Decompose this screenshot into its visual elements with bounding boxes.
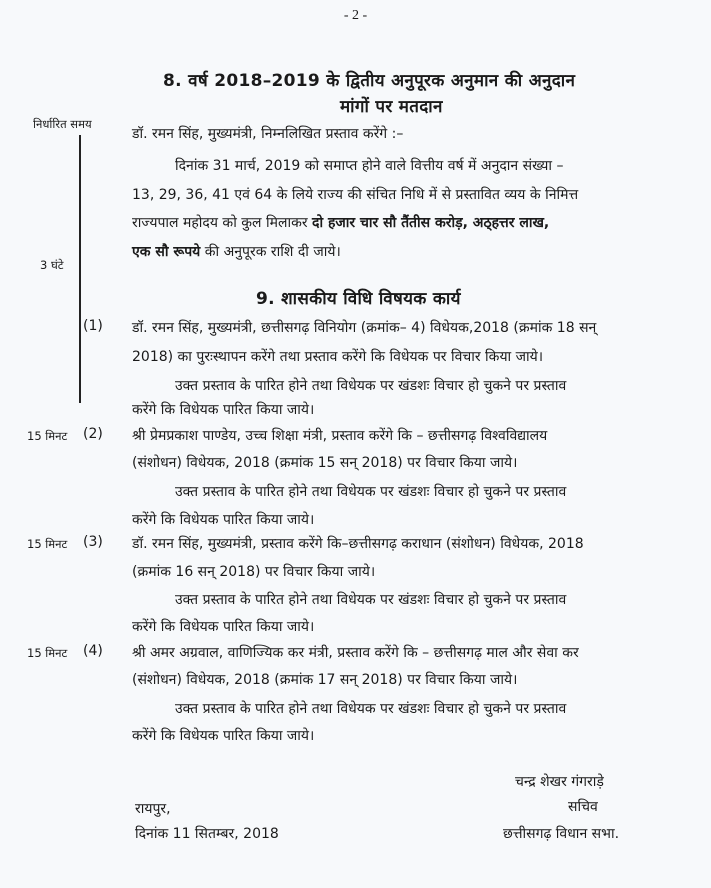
grant-amount-bold: दो हजार चार सौ तैंतीस करोड़, अठ्हत्तर लाख, xyxy=(312,215,550,231)
item-2-number: (2) xyxy=(83,426,103,442)
item-2-line2: (संशोधन) विधेयक, 2018 (क्रमांक 15 सन् 2018) पर विचार किया जाये। xyxy=(132,455,518,471)
place: रायपुर, xyxy=(135,801,171,817)
item-2-time: 15 मिनट xyxy=(27,429,68,443)
grant-amount-bold-cont: एक सौ रूपये xyxy=(132,244,201,260)
section-8-para-line4 xyxy=(132,242,341,261)
item-2-line3: उक्त प्रस्ताव के पारित होने तथा विधेयक पर खंडशः विचार हो चुकने पर प्रस्ताव xyxy=(175,484,567,500)
section-8-intro: डॉ. रमन सिंह, मुख्यमंत्री, निम्नलिखित प्रस्ताव करेंगे :– xyxy=(132,126,404,142)
page-number: - 2 - xyxy=(343,8,368,23)
item-4-line2: (संशोधन) विधेयक, 2018 (क्रमांक 17 सन् 2018) पर विचार किया जाये। xyxy=(132,672,518,688)
signatory-title: सचिव xyxy=(568,799,598,815)
item-4-number: (4) xyxy=(83,643,103,659)
item-1-line3: उक्त प्रस्ताव के पारित होने तथा विधेयक पर खंडशः विचार हो चुकने पर प्रस्ताव xyxy=(175,378,567,394)
para-line3-text: राज्यपाल महोदय को कुल मिलाकर xyxy=(132,215,313,231)
section-8-para-line1: दिनांक 31 मार्च, 2019 को समाप्त होने वाले वित्तीय वर्ष में अनुदान संख्या – xyxy=(175,158,564,174)
allotted-time-label: निर्धारित समय xyxy=(33,117,92,131)
issue-date: दिनांक 11 सितम्बर, 2018 xyxy=(135,826,279,842)
item-4-line3: उक्त प्रस्ताव के पारित होने तथा विधेयक पर खंडशः विचार हो चुकने पर प्रस्ताव xyxy=(175,701,567,717)
item-1-number: (1) xyxy=(83,318,103,334)
item-4-line1: श्री अमर अग्रवाल, वाणिज्यिक कर मंत्री, प्रस्ताव करेंगे कि – छत्तीसगढ़ माल और सेवा कर xyxy=(132,645,579,661)
item-4-time: 15 मिनट xyxy=(27,646,68,660)
section-8-para-line3 xyxy=(132,213,549,232)
para-line4-text: की अनुपूरक राशि दी जाये। xyxy=(200,244,341,260)
section-8-title-line1: 8. वर्ष 2018–2019 के द्वितीय अनुपूरक अनुमान की अनुदान xyxy=(163,71,576,91)
item-2-line1: श्री प्रेमप्रकाश पाण्डेय, उच्च शिक्षा मंत्री, प्रस्ताव करेंगे कि – छत्तीसगढ़ विश्वविद्यालय xyxy=(132,428,548,444)
item-3-line4: करेंगे कि विधेयक पारित किया जाये। xyxy=(132,619,315,635)
item-3-line3: उक्त प्रस्ताव के पारित होने तथा विधेयक पर खंडशः विचार हो चुकने पर प्रस्ताव xyxy=(175,592,567,608)
section-8-para-line2: 13, 29, 36, 41 एवं 64 के लिये राज्य की संचित निधि में से प्रस्तावित व्यय के निमित्त xyxy=(132,187,579,203)
allotted-time-total: 3 घंटे xyxy=(40,258,64,272)
item-4-line4: करेंगे कि विधेयक पारित किया जाये। xyxy=(132,728,315,744)
item-1-line4: करेंगे कि विधेयक पारित किया जाये। xyxy=(132,402,315,418)
item-3-time: 15 मिनट xyxy=(27,537,68,551)
item-3-line2: (क्रमांक 16 सन् 2018) पर विचार किया जाये। xyxy=(132,564,376,580)
time-bracket-line xyxy=(79,135,81,403)
item-2-line4: करेंगे कि विधेयक पारित किया जाये। xyxy=(132,512,315,528)
signatory-name: चन्द्र शेखर गंगराड़े xyxy=(515,774,604,790)
item-3-line1: डॉ. रमन सिंह, मुख्यमंत्री, प्रस्ताव करेंगे कि–छत्तीसगढ़ कराधान (संशोधन) विधेयक, 2018 xyxy=(132,536,584,552)
section-8-title-line2: मांगों पर मतदान xyxy=(340,97,443,117)
item-3-number: (3) xyxy=(83,534,103,550)
item-1-line1: डॉ. रमन सिंह, मुख्यमंत्री, छत्तीसगढ़ विनियोग (क्रमांक– 4) विधेयक,2018 (क्रमांक 18 सन् xyxy=(132,320,597,336)
signatory-organization: छत्तीसगढ़ विधान सभा. xyxy=(503,826,620,842)
item-1-line2: 2018) का पुरःस्थापन करेंगे तथा प्रस्ताव करेंगे कि विधेयक पर विचार किया जाये। xyxy=(132,349,544,365)
section-9-title: 9. शासकीय विधि विषयक कार्य xyxy=(256,289,461,309)
